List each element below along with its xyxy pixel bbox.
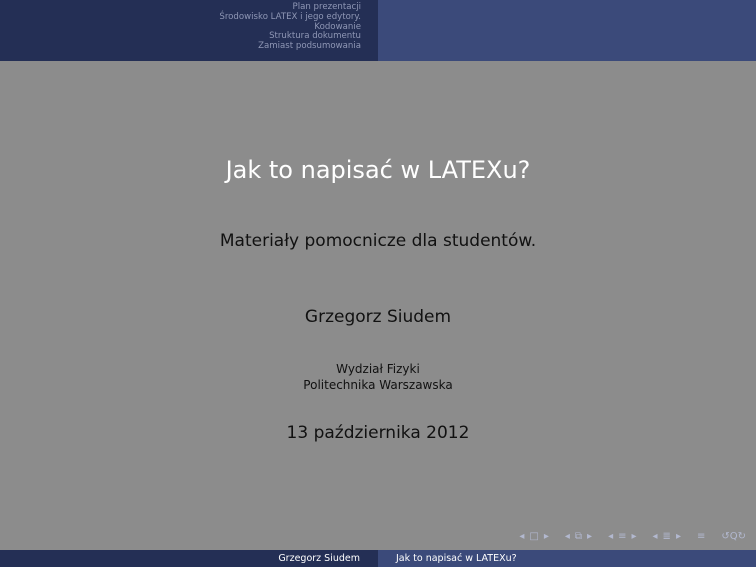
header-right-panel (378, 0, 756, 61)
nav-appendix-icon[interactable]: ≡ (696, 531, 706, 542)
institute-line-2: Politechnika Warszawska (303, 378, 453, 392)
nav-right-arrow-icon[interactable]: ▸ (675, 531, 681, 542)
nav-section-icon[interactable]: ≡ (618, 531, 627, 542)
nav-left-arrow-icon[interactable]: ◂ (519, 531, 525, 542)
toc-item-structure[interactable]: Struktura dokumentu (269, 31, 361, 42)
slide-author: Grzegorz Siudem (304, 307, 452, 327)
nav-right-arrow-icon[interactable]: ▸ (631, 531, 637, 542)
slide-content (0, 61, 756, 550)
header-bar (0, 0, 756, 61)
nav-left-arrow-icon[interactable]: ◂ (652, 531, 658, 542)
footer-title: Jak to napisać w LATEXu? (378, 550, 756, 567)
nav-left-arrow-icon[interactable]: ◂ (608, 531, 614, 542)
institute-line-1: Wydział Fizyki (336, 362, 420, 376)
toc-item-environment[interactable]: Środowisko LATEX i jego edytory. (219, 11, 361, 22)
nav-right-arrow-icon[interactable]: ▸ (543, 531, 549, 542)
slide-subtitle: Materiały pomocnicze dla studentów. (219, 231, 537, 251)
nav-left-arrow-icon[interactable]: ◂ (564, 531, 570, 542)
nav-right-arrow-icon[interactable]: ▸ (587, 531, 593, 542)
nav-subsection-icon[interactable]: ⧉ (574, 531, 583, 542)
toc-item-plan[interactable]: Plan prezentacji (292, 2, 361, 12)
footer-author: Grzegorz Siudem (0, 550, 378, 567)
nav-frame-icon[interactable]: □ (529, 531, 539, 542)
section-navigation (0, 0, 378, 61)
nav-search-icon[interactable]: ↺Q↻ (721, 531, 746, 542)
footline (0, 550, 756, 567)
slide-institute (0, 361, 756, 393)
nav-document-icon[interactable]: ≣ (662, 531, 671, 542)
slide-title: Jak to napisać w LATEXu? (225, 156, 531, 184)
navigation-symbols (519, 529, 746, 545)
toc-item-encoding[interactable]: Kodowanie (314, 21, 361, 32)
toc-item-summary[interactable]: Zamiast podsumowania (258, 41, 361, 52)
slide-date: 13 października 2012 (286, 423, 470, 443)
